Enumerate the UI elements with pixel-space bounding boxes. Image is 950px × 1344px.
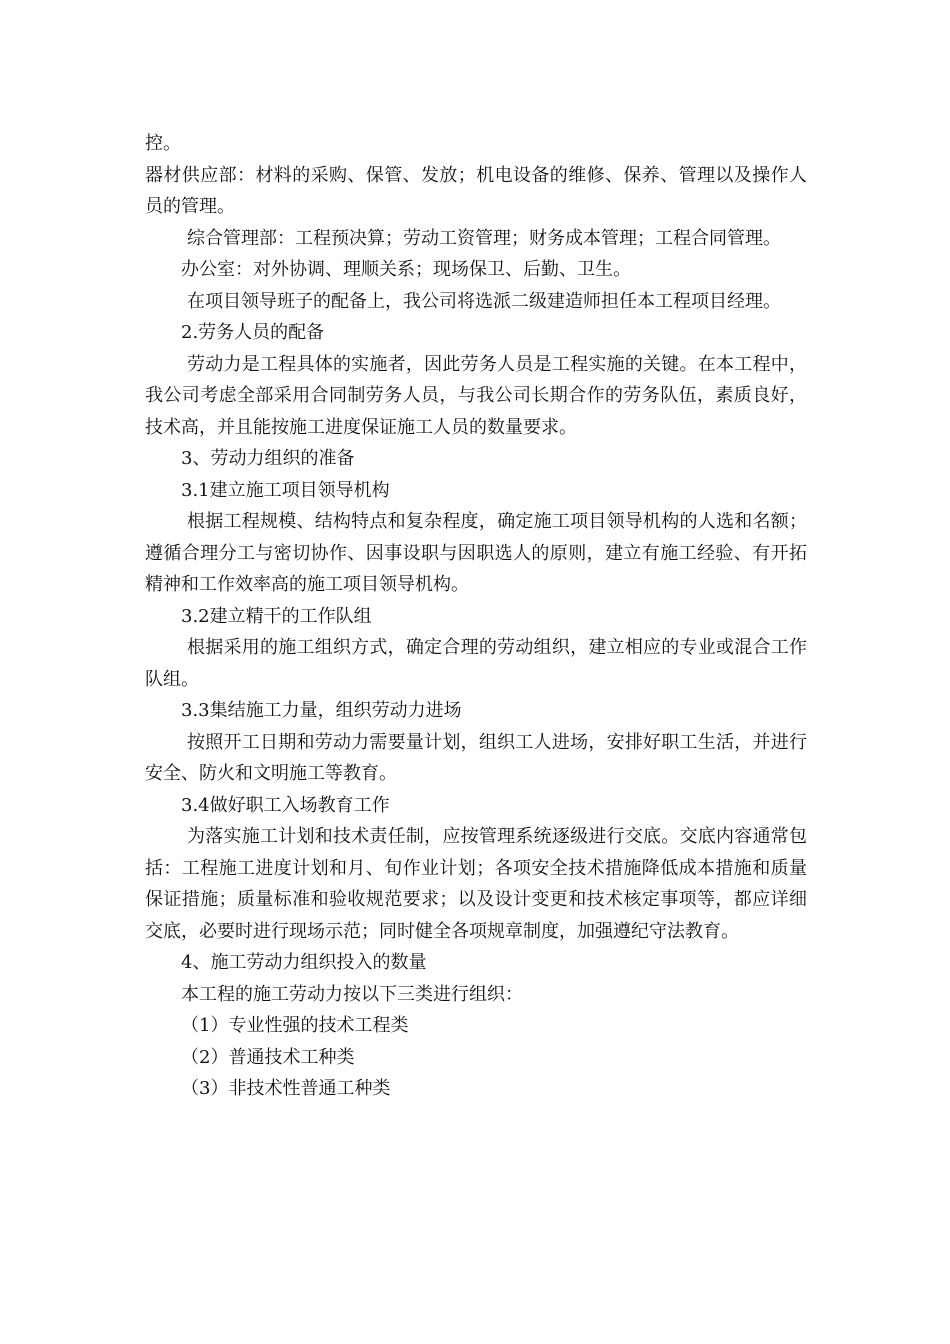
heading-section-3-2: 3.2建立精干的工作队组: [181, 605, 372, 627]
list-item-category-2: （2）普通技术工种类: [181, 1046, 355, 1068]
paragraph-section-3-4: 为落实施工计划和技术责任制，应按管理系统逐级进行交底。交底内容通常包括：工程施工进度计划和月、旬作业计划；各项安全技术措施降低成本措施和质量保证措施；质量标准和验收规范要求；以及设计变更和技术核定事项等，都应详细交底，必要时进行现场示范；同时健全各项规章制度，加强遵纪守法教育。: [145, 826, 807, 942]
list-item-category-1: （1）专业性强的技术工程类: [181, 1015, 409, 1036]
list-item-category-3: （3）非技术性普通工种类: [181, 1078, 391, 1099]
paragraph-section-3-1: 根据工程规模、结构特点和复杂程度，确定施工项目领导机构的人选和名额；遵循合理分工与密切协作、因事设职与因职选人的原则，建立有施工经验、有开拓精神和工作效率高的施工项目领导机构。: [145, 511, 807, 595]
paragraph-continuation: 控。: [145, 133, 181, 154]
paragraph-section-3-3: 按照开工日期和劳动力需要量计划，组织工人进场，安排好职工生活，并进行安全、防火和文明施工等教育。: [145, 731, 807, 784]
heading-section-3-1: 3.1建立施工项目领导机构: [181, 479, 390, 501]
paragraph-section-3-2: 根据采用的施工组织方式，确定合理的劳动组织，建立相应的专业或混合工作队组。: [145, 637, 807, 690]
paragraph-office: 办公室：对外协调、理顺关系；现场保卫、后勤、卫生。: [181, 259, 631, 280]
heading-labor-organization: 3、劳动力组织的准备: [181, 448, 355, 469]
heading-labor-quantity: 4、施工劳动力组织投入的数量: [181, 952, 427, 973]
paragraph-labor-staffing: 劳动力是工程具体的实施者，因此劳务人员是工程实施的关键。在本工程中，我公司考虑全部采用合同制劳务人员，与我公司长期合作的劳务队伍，素质良好，技术高，并且能按施工进度保证施工人员的数量要求。: [145, 353, 807, 438]
paragraph-general-management: 综合管理部：工程预决算；劳动工资管理；财务成本管理；工程合同管理。: [187, 227, 781, 249]
document-body: [145, 128, 807, 1105]
paragraph-materials-department: 器材供应部：材料的采购、保管、发放；机电设备的维修、保养、管理以及操作人员的管理。: [145, 164, 807, 217]
paragraph-project-manager: 在项目领导班子的配备上，我公司将选派二级建造师担任本工程项目经理。: [187, 290, 781, 312]
heading-section-3-4: 3.4做好职工入场教育工作: [181, 794, 390, 816]
heading-labor-staffing: 2.劳务人员的配备: [181, 322, 325, 343]
heading-section-3-3: 3.3集结施工力量，组织劳动力进场: [181, 700, 462, 721]
paragraph-labor-categories-intro: 本工程的施工劳动力按以下三类进行组织：: [181, 983, 523, 1005]
